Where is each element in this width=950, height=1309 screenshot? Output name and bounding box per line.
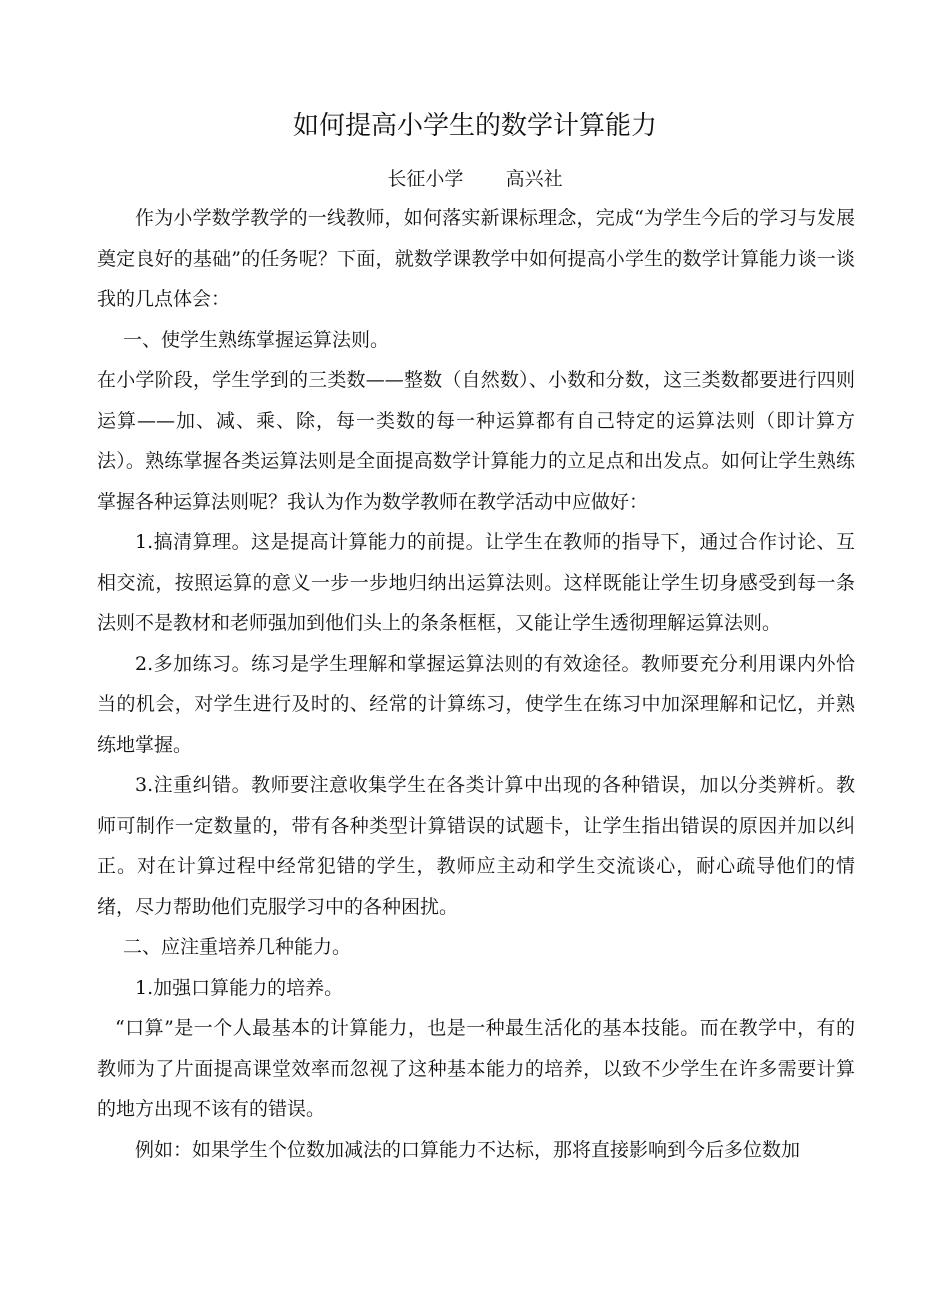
body-paragraph: 例如：如果学生个位数加减法的口算能力不达标，那将直接影响到今后多位数加 <box>135 1138 801 1161</box>
document-title: 如何提高小学生的数学计算能力 <box>292 111 657 141</box>
section-heading-2: 二、应注重培养几种能力。 <box>123 936 352 958</box>
author-line: 长征小学 高兴社 <box>387 168 563 190</box>
body-paragraph: 在小学阶段，学生学到的三类数——整数（自然数）、小数和分数，这三类数都要进行四则运算——加、减、乘、除，每一类数的每一种运算都有自己特定的运算法则（即计算方法）。熟练掌握各类运算法则是全面提高数学计算能力的立足点和出发点。如何让学生熟练掌握各种运算法则呢？我认为作为数学教师在教学活动中应做好： <box>97 369 855 513</box>
intro-paragraph: 作为小学数学教学的一线教师，如何落实新课标理念，完成“为学生今后的学习与发展奠定良好的基础”的任务呢？下面，就数学课教学中如何提高小学生的数学计算能力谈一谈我的几点体会： <box>97 207 855 310</box>
document-body <box>97 198 855 1170</box>
list-item-paragraph: 1.搞清算理。这是提高计算能力的前提。让学生在教师的指导下，通过合作讨论、互相交流，按照运算的意义一步一步地归纳出运算法则。这样既能让学生切身感受到每一条法则不是教材和老师强加到他们头上的条条框框，又能让学生透彻理解运算法则。 <box>97 531 855 634</box>
list-item-paragraph: 2.多加练习。练习是学生理解和掌握运算法则的有效途径。教师要充分利用课内外恰当的机会，对学生进行及时的、经常的计算练习，使学生在练习中加深理解和记忆，并熟练地掌握。 <box>97 652 855 756</box>
list-item-paragraph: 3.注重纠错。教师要注意收集学生在各类计算中出现的各种错误，加以分类辨析。教师可制作一定数量的，带有各种类型计算错误的试题卡，让学生指出错误的原因并加以纠正。对在计算过程中经常犯错的学生，教师应主动和学生交流谈心，耐心疏导他们的情绪，尽力帮助他们克服学习中的各种困扰。 <box>97 774 855 918</box>
body-paragraph: “口算”是一个人最基本的计算能力，也是一种最生活化的基本技能。而在教学中，有的教师为了片面提高课堂效率而忽视了这种基本能力的培养，以致不少学生在许多需要计算的地方出现不该有的错误。 <box>97 1017 855 1120</box>
subheading: 1.加强口算能力的培养。 <box>135 976 344 999</box>
section-heading-1: 一、使学生熟练掌握运算法则。 <box>123 328 390 351</box>
